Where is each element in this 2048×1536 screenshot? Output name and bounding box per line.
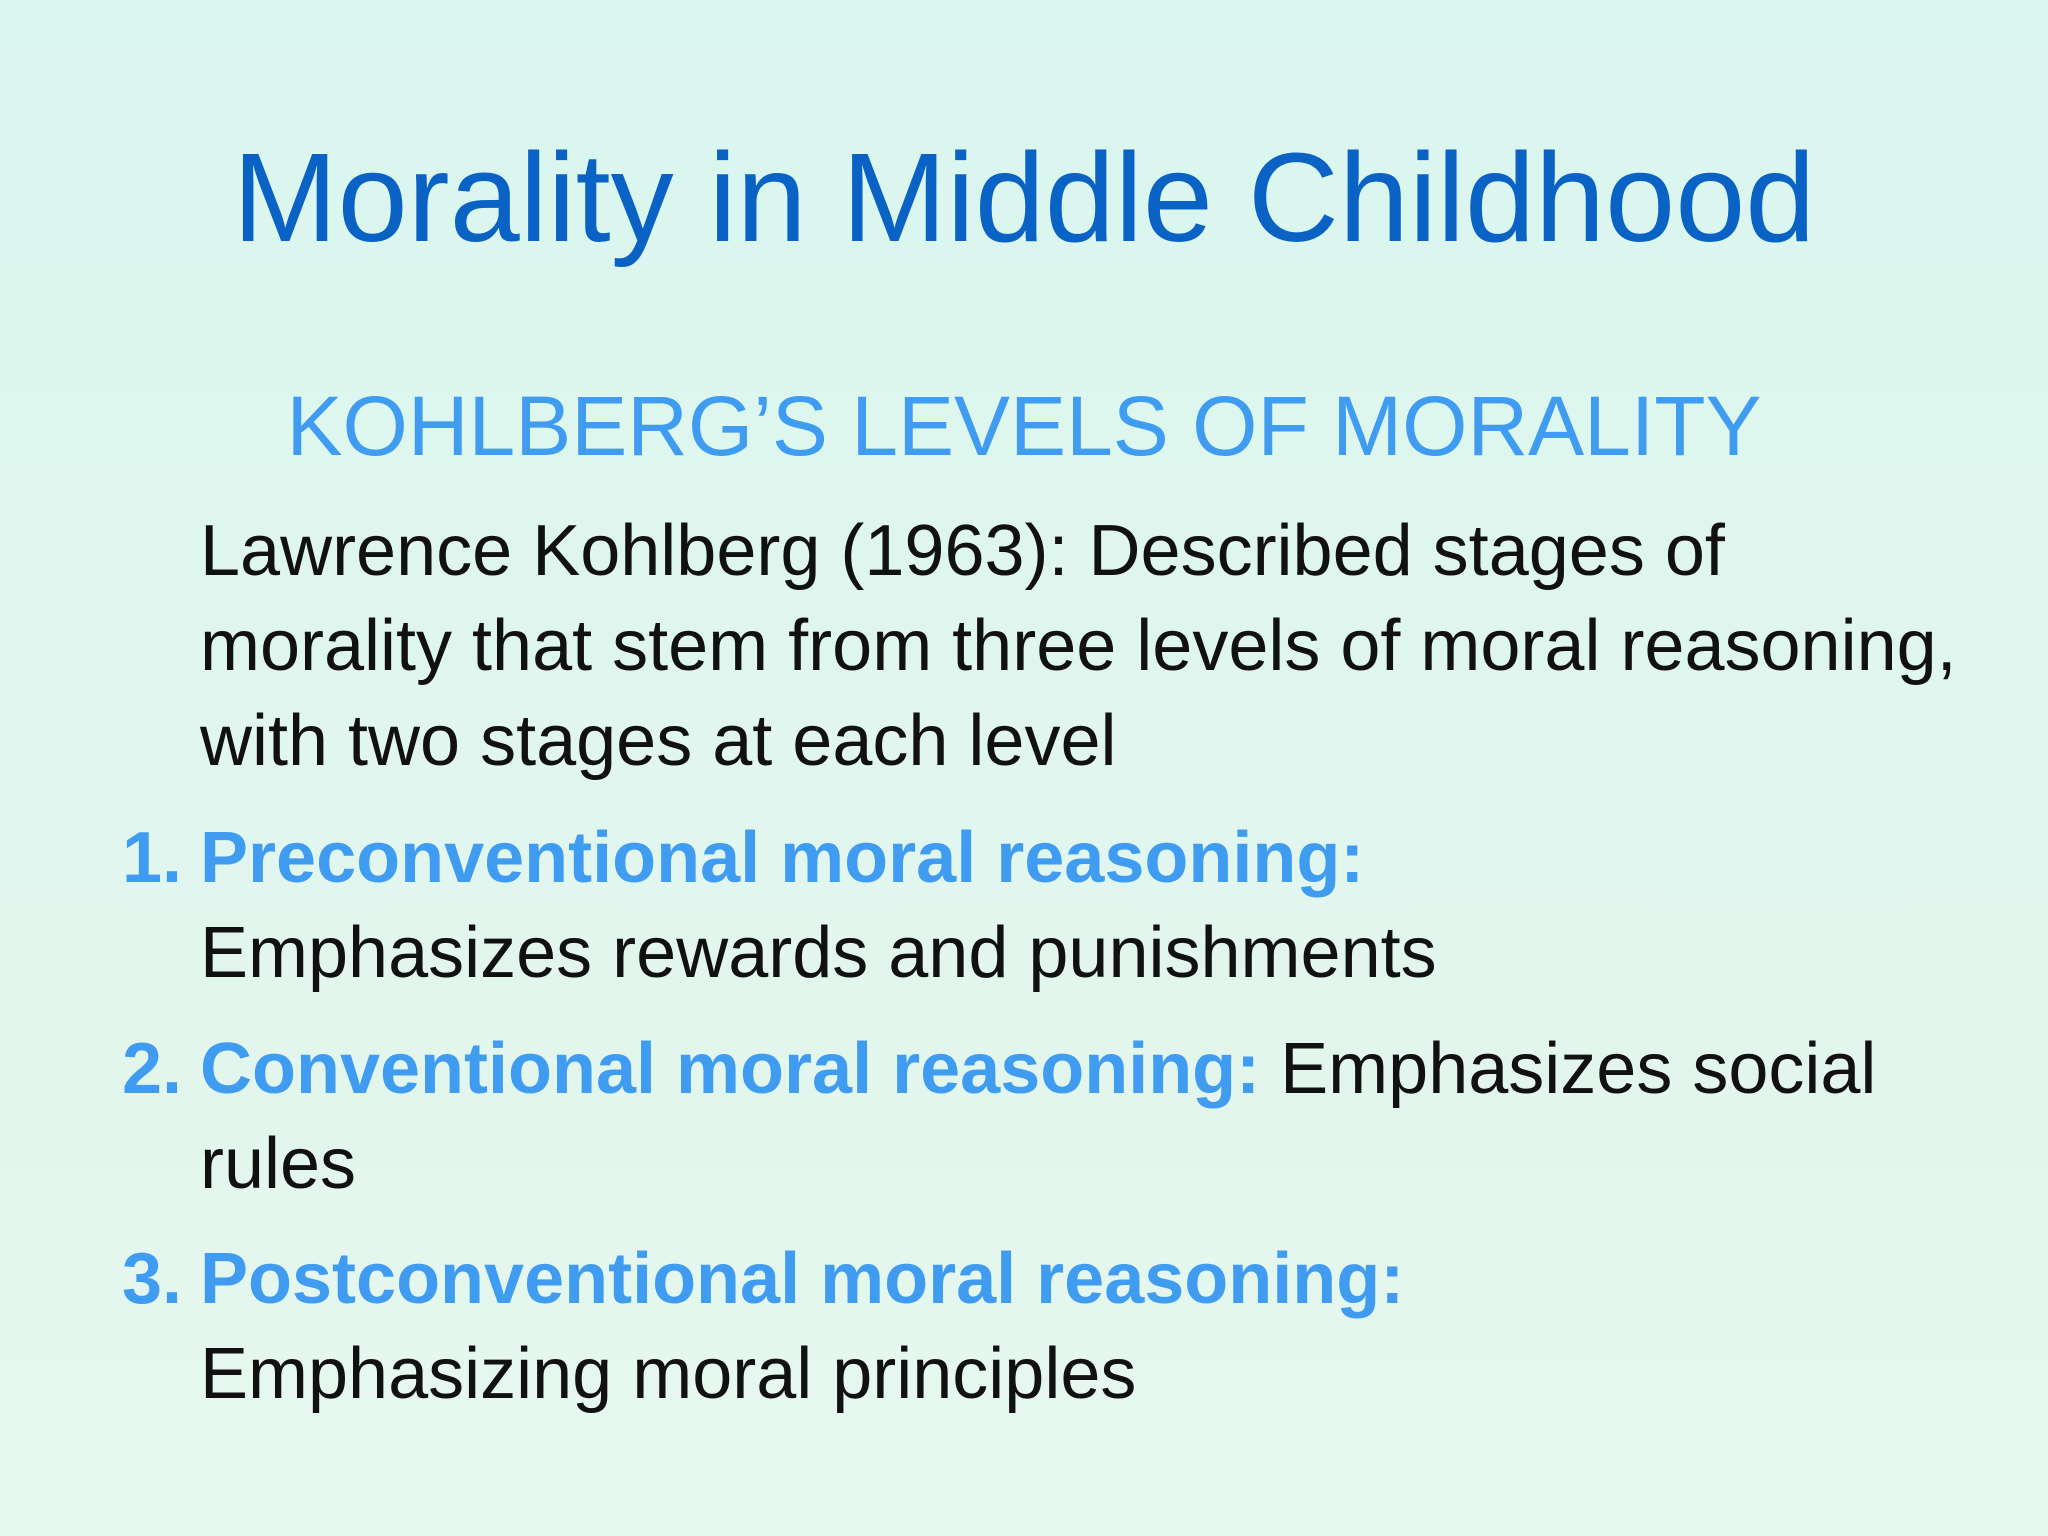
list-item: [122, 1232, 1980, 1422]
list-item-term: Preconventional moral reasoning:: [200, 818, 1365, 898]
list-item-description: Emphasizing moral principles: [200, 1334, 1137, 1414]
list-item-number: 3.: [122, 1239, 183, 1319]
intro-paragraph: Lawrence Kohlberg (1963): Described stages of morality that stem from three levels of moral reasoning, with two stages at each level: [200, 511, 1957, 781]
list-item-term: Conventional moral reasoning:: [200, 1029, 1261, 1109]
list-item: [122, 811, 1980, 1001]
list-item-term: Postconventional moral reasoning:: [200, 1239, 1405, 1319]
list-item: [122, 1022, 1980, 1212]
list-item-number: 1.: [122, 818, 183, 898]
slide-subtitle: KOHLBERG’S LEVELS OF MORALITY: [286, 379, 1762, 473]
list-item-description: Emphasizes rewards and punishments: [200, 913, 1437, 993]
list-item-number: 2.: [122, 1029, 183, 1109]
list-item-description: Emphasizes social rules: [200, 1029, 1877, 1204]
slide-title: Morality in Middle Childhood: [232, 127, 1816, 268]
